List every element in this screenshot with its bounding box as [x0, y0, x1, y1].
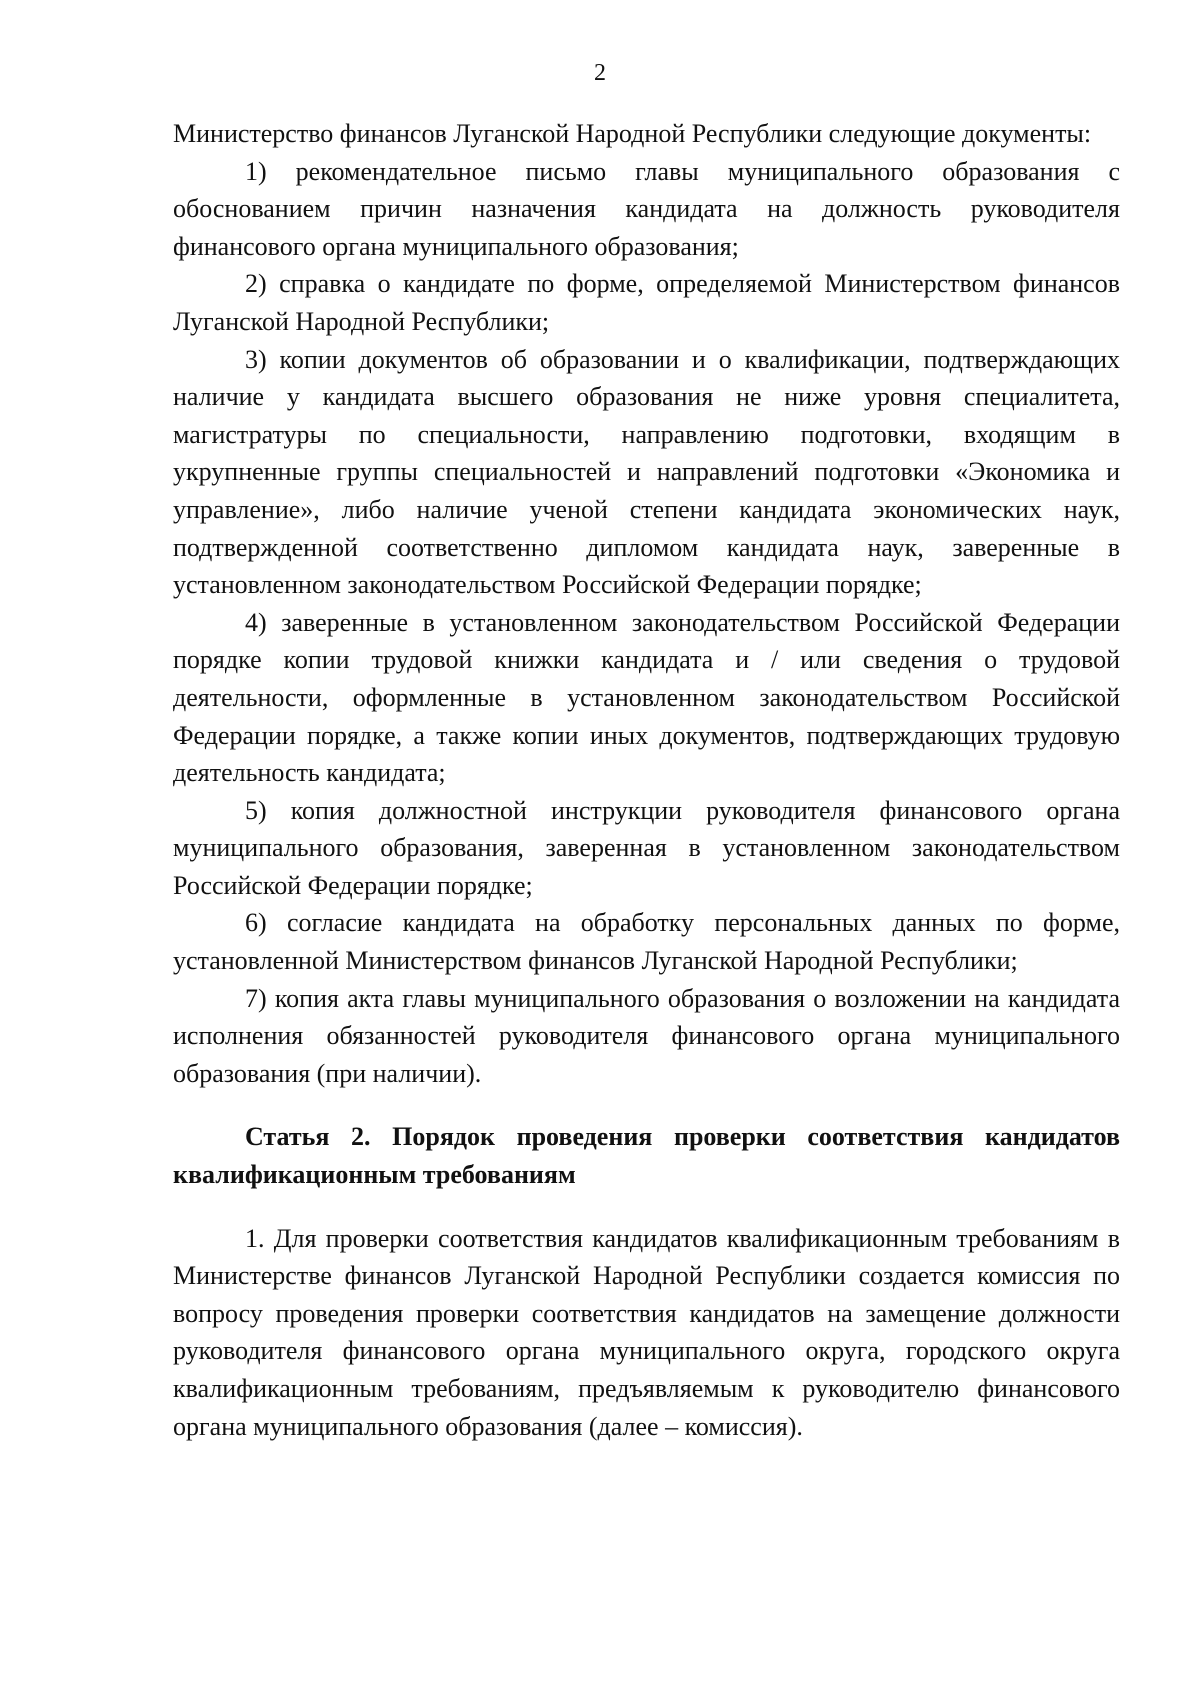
list-item: 1) рекомендательное письмо главы муниципального образования с обоснованием причин назначения кандидата на должность руководителя финансового органа муниципального образования;: [173, 156, 1120, 261]
page-number: 2: [594, 60, 606, 86]
list-item: 7) копия акта главы муниципального образования о возложении на кандидата исполнения обязанностей руководителя финансового органа муниципального образования (при наличии).: [173, 983, 1120, 1088]
intro-paragraph: Министерство финансов Луганской Народной Республики следующие документы:: [173, 119, 1092, 148]
list-item: 4) заверенные в установленном законодательством Российской Федерации порядке копии трудовой книжки кандидата и / или сведения о трудовой деятельности, оформленные в установленном законодательством Российской Федерации порядке, а также копии иных документов, подтверждающих трудовую деятельность кандидата;: [173, 607, 1120, 788]
list-item: 2) справка о кандидате по форме, определяемой Министерством финансов Луганской Народной Республики;: [173, 269, 1120, 336]
document-body: [173, 115, 1120, 1445]
list-item: 3) копии документов об образовании и о квалификации, подтверждающих наличие у кандидата высшего образования не ниже уровня специалитета, магистратуры по специальности, направлению подготовки, входящим в укрупненные группы специальностей и направлений подготовки «Экономика и управление», либо наличие ученой степени кандидата экономических наук, подтвержденной соответственно дипломом кандидата наук, заверенные в установленном законодательством Российской Федерации порядке;: [173, 344, 1120, 600]
list-item: 5) копия должностной инструкции руководителя финансового органа муниципального образования, заверенная в установленном законодательством Российской Федерации порядке;: [173, 795, 1120, 900]
article-heading: Статья 2. Порядок проведения проверки соответствия кандидатов квалификационным требованиям: [173, 1122, 1120, 1190]
list-item: 6) согласие кандидата на обработку персональных данных по форме, установленной Министерством финансов Луганской Народной Республики;: [173, 908, 1120, 976]
article-paragraph: 1. Для проверки соответствия кандидатов квалификационным требованиям в Министерстве финансов Луганской Народной Республики создается комиссия по вопросу проведения проверки соответствия кандидатов на замещение должности руководителя финансового органа муниципального округа, городского округа квалификационным требованиям, предъявляемым к руководителю финансового органа муниципального образования (далее – комиссия).: [173, 1223, 1120, 1441]
